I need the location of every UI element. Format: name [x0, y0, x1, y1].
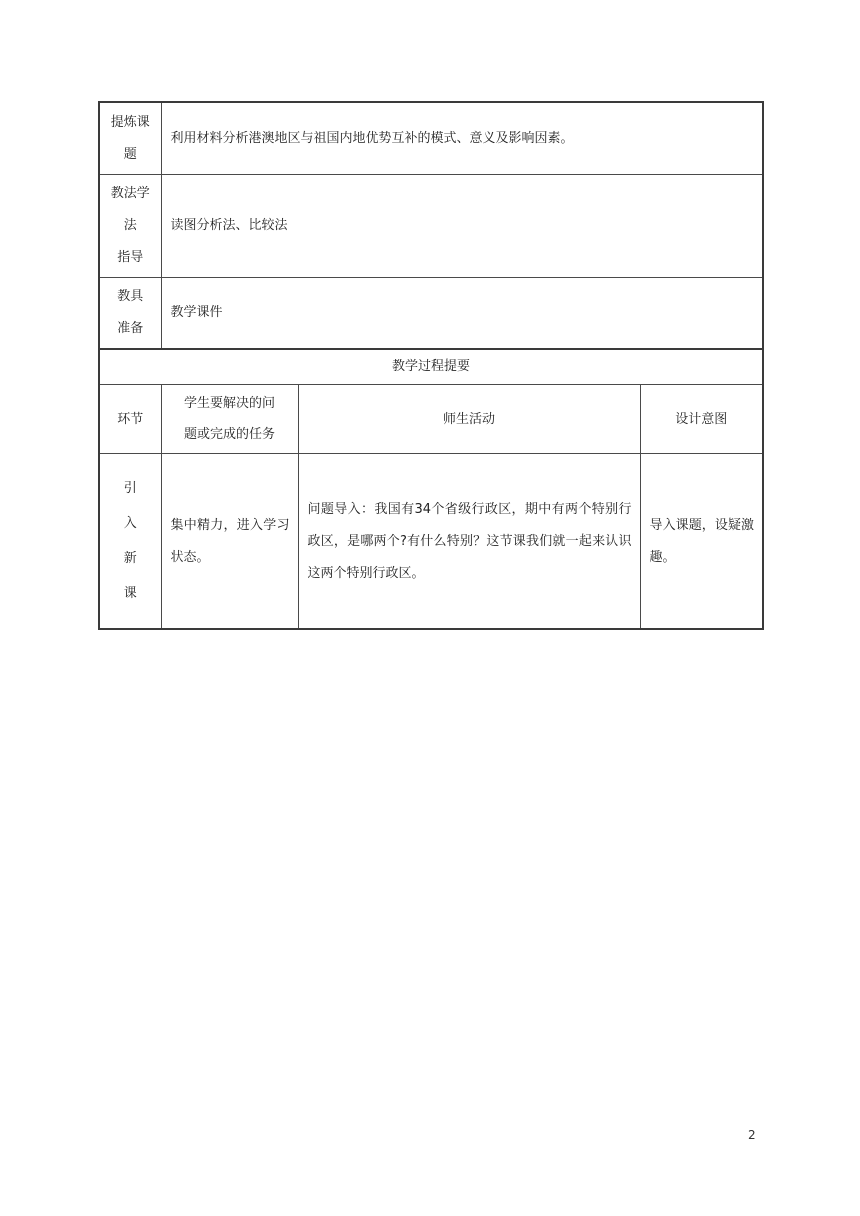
column-header-intent: 设计意图 — [640, 385, 763, 454]
method-row — [99, 175, 763, 278]
tools-label-line1: 教具 — [117, 289, 144, 304]
column-header-task-line2: 题或完成的任务 — [183, 427, 275, 442]
intro-stage-label — [99, 454, 161, 630]
topic-label-line1: 提炼课 — [110, 114, 150, 130]
page-number: 2 — [748, 1128, 756, 1142]
tools-label — [99, 278, 161, 350]
method-label-line3: 指导 — [117, 250, 144, 265]
method-label — [99, 175, 161, 278]
topic-label-line2: 题 — [123, 146, 137, 162]
process-column-header-row — [99, 385, 763, 454]
method-content: 读图分析法、比较法 — [161, 175, 763, 278]
tools-content: 教学课件 — [161, 278, 763, 350]
topic-content: 利用材料分析港澳地区与祖国内地优势互补的模式、意义及影响因素。 — [161, 102, 763, 175]
intro-task: 集中精力，进入学习状态。 — [161, 454, 298, 630]
intro-row — [99, 454, 763, 630]
intro-stage-char-2: 入 — [123, 516, 137, 531]
method-label-line2: 法 — [123, 218, 137, 233]
column-header-task-line1: 学生要解决的问 — [183, 396, 275, 411]
tools-row — [99, 278, 763, 350]
tools-label-line2: 准备 — [117, 321, 144, 336]
lesson-plan-table — [98, 101, 764, 630]
method-label-line1: 教法学 — [110, 186, 150, 201]
column-header-stage: 环节 — [99, 385, 161, 454]
column-header-activity: 师生活动 — [298, 385, 640, 454]
intro-stage-char-3: 新 — [123, 551, 137, 566]
topic-row — [99, 102, 763, 175]
process-heading-row — [99, 349, 763, 385]
intro-activity: 问题导入：我国有34个省级行政区，期中有两个特别行政区，是哪两个?有什么特别？这节课我们就一起来认识这两个特别行政区。 — [298, 454, 640, 630]
topic-label — [99, 102, 161, 175]
intro-stage-char-4: 课 — [123, 586, 137, 601]
column-header-task — [161, 385, 298, 454]
process-heading: 教学过程提要 — [99, 349, 763, 385]
intro-stage-char-1: 引 — [123, 481, 137, 496]
intro-intent: 导入课题，设疑激趣。 — [640, 454, 763, 630]
